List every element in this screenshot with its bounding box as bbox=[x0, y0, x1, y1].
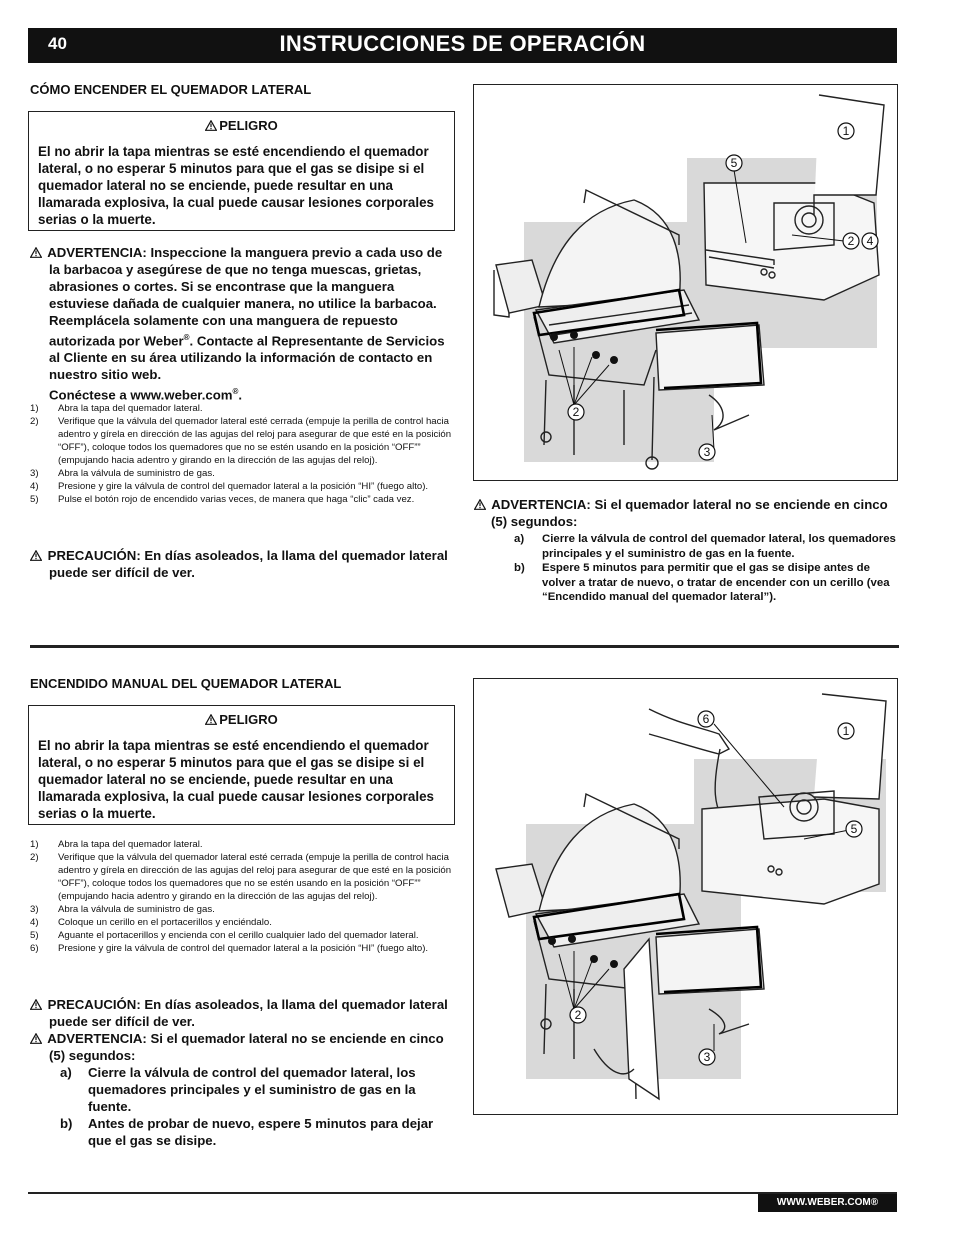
danger-text: El no abrir la tapa mientras se esté encendiendo el quemador lateral, o no esperar 5 minutos para que el gas se disipe si el quemador lateral no se enciende, puede resultar en una llamarada explosiva, la cual puede causar lesiones corporales serias o la muerte. bbox=[38, 144, 434, 227]
steps-list bbox=[30, 402, 458, 506]
list-item bbox=[30, 838, 458, 851]
item-text: Espere 5 minutos para permitir que el gas se disipe antes de volver a tratar de nuevo, o tratar de encender con un cerillo (vea “Encendido manual del quemador lateral”). bbox=[542, 562, 890, 603]
link-end: . bbox=[238, 387, 243, 403]
danger-box bbox=[28, 111, 455, 231]
warning-body-cont: . Contacte al Representante de Servicios al Cliente en su área utilizando la información de contacto en nuestro sitio web. bbox=[49, 333, 445, 383]
item-number: a) bbox=[60, 1065, 72, 1080]
step-text: Aguante el portacerillos y encienda con el cerillo cualquier lado del quemador lateral. bbox=[58, 930, 419, 941]
warning-triangle-icon bbox=[474, 499, 486, 510]
warning-triangle-icon bbox=[30, 1033, 42, 1044]
caution-text bbox=[30, 547, 450, 581]
callout-2: 2 bbox=[847, 234, 855, 248]
step-number: 3) bbox=[30, 468, 39, 479]
list-item bbox=[30, 851, 458, 903]
page-header bbox=[28, 28, 897, 63]
warning-text bbox=[30, 244, 455, 404]
item-number: a) bbox=[514, 533, 525, 545]
warning-triangle-icon bbox=[205, 714, 217, 725]
list-item bbox=[60, 1115, 455, 1149]
caution-body: PRECAUCIÓN: En días asoleados, la llama del quemador lateral puede ser difícil de ver. bbox=[47, 548, 448, 580]
grill-manual-lighting-illustration bbox=[474, 679, 898, 1115]
callout-3: 3 bbox=[703, 1050, 711, 1064]
caution-block bbox=[30, 996, 455, 1149]
item-text: Cierre la válvula de control del quemador lateral, los quemadores principales y el suministro de gas en la fuente. bbox=[542, 533, 896, 560]
list-item bbox=[30, 415, 458, 467]
warning-right-block bbox=[474, 496, 898, 605]
warning-body: ADVERTENCIA: Si el quemador lateral no se enciende en cinco (5) segundos: bbox=[47, 1031, 444, 1063]
step-text: Abra la tapa del quemador lateral. bbox=[58, 403, 203, 414]
section-title: CÓMO ENCENDER EL QUEMADOR LATERAL bbox=[30, 82, 312, 97]
step-number: 1) bbox=[30, 403, 39, 414]
step-number: 2) bbox=[30, 416, 39, 427]
item-number: b) bbox=[514, 562, 525, 574]
steps-list bbox=[30, 838, 458, 955]
callout-4: 4 bbox=[866, 234, 874, 248]
step-text: Abra la válvula de suministro de gas. bbox=[58, 468, 215, 479]
danger-heading bbox=[38, 118, 445, 133]
list-item bbox=[30, 929, 458, 942]
page-number: 40 bbox=[48, 34, 67, 53]
list-item bbox=[30, 942, 458, 955]
list-item bbox=[60, 1064, 455, 1115]
callout-1: 1 bbox=[842, 124, 850, 138]
callout-6: 6 bbox=[702, 712, 710, 726]
callout-5: 5 bbox=[850, 822, 858, 836]
danger-heading bbox=[38, 712, 445, 727]
list-item bbox=[30, 467, 458, 480]
warning-right-list bbox=[514, 532, 898, 605]
warning-body: ADVERTENCIA: Inspeccione la manguera previo a cada uso de la barbacoa y asegúrese de que no tenga muescas, grietas, abrasiones o cortes. Si se encontrase que la manguera estuviese dañada de cualquier manera, no utilice la barbacoa. Reemplácela solamente con una manguera de repuesto autorizada por Weber bbox=[47, 245, 443, 349]
step-number: 5) bbox=[30, 930, 39, 941]
registered-mark: ® bbox=[183, 333, 190, 342]
page-title: INSTRUCCIONES DE OPERACIÓN bbox=[279, 31, 646, 56]
warning-triangle-icon bbox=[30, 999, 42, 1010]
warning-text bbox=[30, 1030, 455, 1064]
section-divider bbox=[30, 645, 899, 648]
warning-triangle-icon bbox=[30, 550, 42, 561]
footer-url[interactable]: WWW.WEBER.COM® bbox=[758, 1194, 897, 1212]
step-text: Coloque un cerillo en el portacerillos y enciéndalo. bbox=[58, 917, 272, 928]
caution-block bbox=[30, 547, 450, 581]
figure-side-burner-ignition bbox=[473, 84, 898, 481]
callout-5: 5 bbox=[730, 156, 738, 170]
list-item bbox=[30, 493, 458, 506]
figure-manual-lighting bbox=[473, 678, 898, 1115]
list-item bbox=[514, 532, 898, 561]
step-text: Presione y gire la válvula de control del quemador lateral a la posición “HI” (fuego alto). bbox=[58, 943, 429, 954]
item-number: b) bbox=[60, 1116, 73, 1131]
step-number: 6) bbox=[30, 943, 39, 954]
website-link[interactable]: Conéctese a www.weber.com bbox=[49, 387, 233, 403]
warning-list bbox=[60, 1064, 455, 1149]
step-text: Verifique que la válvula del quemador lateral esté cerrada (empuje la perilla de control hacia adentro y gírela en dirección de las agujas del reloj para asegurar de que esté en la posición “OFF”), coloque todos los quemadores que no se estén usando en la posición “OFF”” (empujando hacia adentro y girando en la dirección de las agujas del reloj). bbox=[58, 416, 452, 466]
list-item bbox=[514, 561, 898, 605]
list-item bbox=[30, 480, 458, 493]
warning-right-text bbox=[474, 496, 898, 530]
item-text: Cierre la válvula de control del quemador lateral, los quemadores principales y el suministro de gas en la fuente. bbox=[88, 1065, 416, 1114]
danger-label: PELIGRO bbox=[219, 712, 278, 727]
grill-illustration bbox=[474, 85, 898, 481]
danger-text: El no abrir la tapa mientras se esté encendiendo el quemador lateral, o no esperar 5 minutos para que el gas se disipe si el quemador lateral no se enciende, puede resultar en una llamarada explosiva, la cual puede causar lesiones corporales serias o la muerte. bbox=[38, 738, 434, 821]
step-number: 4) bbox=[30, 917, 39, 928]
callout-2b: 2 bbox=[572, 405, 580, 419]
step-text: Presione y gire la válvula de control del quemador lateral a la posición “HI” (fuego alto). bbox=[58, 481, 429, 492]
callout-2: 2 bbox=[574, 1008, 582, 1022]
list-item bbox=[30, 402, 458, 415]
warning-triangle-icon bbox=[30, 247, 42, 258]
step-text: Abra la tapa del quemador lateral. bbox=[58, 839, 203, 850]
section-title: ENCENDIDO MANUAL DEL QUEMADOR LATERAL bbox=[30, 676, 342, 691]
warning-right-body: ADVERTENCIA: Si el quemador lateral no se enciende en cinco (5) segundos: bbox=[491, 497, 888, 529]
list-item bbox=[30, 903, 458, 916]
registered-mark: ® bbox=[232, 387, 239, 397]
step-number: 5) bbox=[30, 494, 39, 505]
list-item bbox=[30, 916, 458, 929]
caution-text bbox=[30, 996, 455, 1030]
step-text: Abra la válvula de suministro de gas. bbox=[58, 904, 215, 915]
caution-body: PRECAUCIÓN: En días asoleados, la llama del quemador lateral puede ser difícil de ver. bbox=[47, 997, 448, 1029]
step-number: 4) bbox=[30, 481, 39, 492]
danger-box bbox=[28, 705, 455, 825]
callout-3: 3 bbox=[703, 445, 711, 459]
callout-1: 1 bbox=[842, 724, 850, 738]
warning-triangle-icon bbox=[205, 120, 217, 131]
step-number: 2) bbox=[30, 852, 39, 863]
step-text: Verifique que la válvula del quemador lateral esté cerrada (empuje la perilla de control hacia adentro y gírela en dirección de las agujas del reloj para asegurar de que esté en la posición “OFF”), coloque todos los quemadores que no se estén usando en la posición “OFF”” (empujando hacia adentro y girando en la dirección de las agujas del reloj). bbox=[58, 852, 452, 902]
step-text: Pulse el botón rojo de encendido varias veces, de manera que haga “clic” cada vez. bbox=[58, 494, 415, 505]
danger-label: PELIGRO bbox=[219, 118, 278, 133]
item-text: Antes de probar de nuevo, espere 5 minutos para dejar que el gas se disipe. bbox=[88, 1116, 434, 1148]
step-number: 3) bbox=[30, 904, 39, 915]
warning-block bbox=[30, 244, 455, 404]
step-number: 1) bbox=[30, 839, 39, 850]
